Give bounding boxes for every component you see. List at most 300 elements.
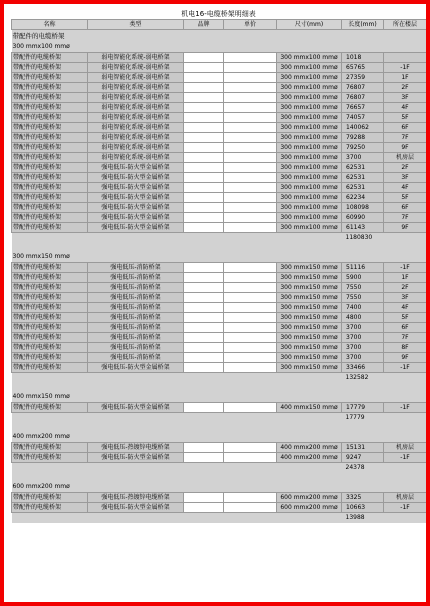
- cell-type: 弱电智能化系统-弱电桥架: [88, 53, 184, 63]
- cell-type: 强电低压-消防桥架: [88, 263, 184, 273]
- cell-floor: 1F: [384, 273, 427, 283]
- cell-floor: 4F: [384, 183, 427, 193]
- table-row: [12, 343, 427, 353]
- cell-brand: [184, 143, 224, 153]
- section-total-length: 13988: [342, 513, 384, 524]
- cell-floor: 6F: [384, 203, 427, 213]
- cell-floor: -1F: [384, 453, 427, 463]
- table-row: [12, 283, 427, 293]
- cell-brand: [184, 363, 224, 373]
- cell-length: 7550: [342, 293, 384, 303]
- cell-length: 3325: [342, 493, 384, 503]
- cell-type: 弱电智能化系统-弱电桥架: [88, 83, 184, 93]
- table-row: [12, 63, 427, 73]
- section-spacer: [12, 473, 427, 482]
- cell-brand: [184, 173, 224, 183]
- cell-length: 15131: [342, 443, 384, 453]
- cell-floor: 1F: [384, 73, 427, 83]
- cell-name: 带配件的电缆桥架: [12, 63, 88, 73]
- cell-length: 3700: [342, 333, 384, 343]
- cell-brand: [184, 223, 224, 233]
- cell-unit-price: [224, 313, 277, 323]
- section-spacer: [12, 383, 427, 392]
- cell-brand: [184, 123, 224, 133]
- cell-floor: 9F: [384, 143, 427, 153]
- cell-name: 带配件的电缆桥架: [12, 203, 88, 213]
- cell-brand: [184, 113, 224, 123]
- cell-unit-price: [224, 63, 277, 73]
- table-row: [12, 173, 427, 183]
- cell-type: 强电低压-防火型金属桥架: [88, 213, 184, 223]
- cell-unit-price: [224, 133, 277, 143]
- header-unit-price: 单价: [224, 20, 277, 30]
- section-size-label-cell: 300 mmx150 mmø: [12, 252, 427, 263]
- table-row: [12, 123, 427, 133]
- cell-type: 强电低压-防火型金属桥架: [88, 173, 184, 183]
- cell-size: 300 mmx150 mmø: [277, 303, 342, 313]
- table-row: [12, 113, 427, 123]
- cell-size: 600 mmx200 mmø: [277, 503, 342, 513]
- cell-brand: [184, 343, 224, 353]
- schedule-title: 机电16-电缆桥架明细表: [181, 10, 256, 18]
- cell-type: 弱电智能化系统-弱电桥架: [88, 123, 184, 133]
- cell-unit-price: [224, 163, 277, 173]
- cell-size: 300 mmx100 mmø: [277, 53, 342, 63]
- cell-name: 带配件的电缆桥架: [12, 213, 88, 223]
- cell-brand: [184, 353, 224, 363]
- total-spacer: [12, 463, 342, 474]
- cell-floor: 2F: [384, 283, 427, 293]
- cell-type: 强电低压-消防桥架: [88, 323, 184, 333]
- cell-unit-price: [224, 173, 277, 183]
- section-total-length: 17779: [342, 413, 384, 424]
- cell-name: 带配件的电缆桥架: [12, 103, 88, 113]
- cell-size: 600 mmx200 mmø: [277, 493, 342, 503]
- cell-type: 弱电智能化系统-弱电桥架: [88, 133, 184, 143]
- cell-size: 300 mmx100 mmø: [277, 123, 342, 133]
- cell-length: 76657: [342, 103, 384, 113]
- cell-size: 300 mmx100 mmø: [277, 153, 342, 163]
- cell-size: 300 mmx150 mmø: [277, 263, 342, 273]
- section-spacer-cell: [12, 423, 427, 432]
- cell-name: 带配件的电缆桥架: [12, 93, 88, 103]
- cell-floor: -1F: [384, 63, 427, 73]
- cell-unit-price: [224, 103, 277, 113]
- cell-type: 强电低压-消防桥架: [88, 333, 184, 343]
- cell-length: 108098: [342, 203, 384, 213]
- section-total-length: 1180830: [342, 233, 384, 244]
- cell-type: 强电低压-防火型金属桥架: [88, 503, 184, 513]
- cell-size: 400 mmx150 mmø: [277, 403, 342, 413]
- cell-size: 300 mmx100 mmø: [277, 223, 342, 233]
- table-row: [12, 273, 427, 283]
- cell-length: 33466: [342, 363, 384, 373]
- cell-brand: [184, 133, 224, 143]
- cell-length: 74057: [342, 113, 384, 123]
- cell-unit-price: [224, 443, 277, 453]
- cell-length: 60990: [342, 213, 384, 223]
- cell-length: 5900: [342, 273, 384, 283]
- cell-unit-price: [224, 93, 277, 103]
- table-row: [12, 133, 427, 143]
- cell-floor: 机房层: [384, 493, 427, 503]
- cell-brand: [184, 403, 224, 413]
- cell-floor: 7F: [384, 133, 427, 143]
- cell-name: 带配件的电缆桥架: [12, 73, 88, 83]
- cell-unit-price: [224, 263, 277, 273]
- table-row: [12, 303, 427, 313]
- table-row: [12, 333, 427, 343]
- cell-name: 带配件的电缆桥架: [12, 123, 88, 133]
- cell-floor: 3F: [384, 173, 427, 183]
- cell-brand: [184, 303, 224, 313]
- cell-type: 强电低压-防火型金属桥架: [88, 363, 184, 373]
- cell-length: 7550: [342, 283, 384, 293]
- cell-floor: [384, 53, 427, 63]
- total-spacer: [12, 373, 342, 384]
- cell-name: 带配件的电缆桥架: [12, 83, 88, 93]
- section-spacer: [12, 423, 427, 432]
- table-row: [12, 493, 427, 503]
- cell-type: 弱电智能化系统-弱电桥架: [88, 73, 184, 83]
- cell-name: 带配件的电缆桥架: [12, 193, 88, 203]
- cell-length: 61143: [342, 223, 384, 233]
- cell-type: 强电低压-消防桥架: [88, 343, 184, 353]
- cell-type: 强电低压-防火型金属桥架: [88, 203, 184, 213]
- cell-size: 300 mmx100 mmø: [277, 83, 342, 93]
- cell-unit-price: [224, 113, 277, 123]
- cell-unit-price: [224, 273, 277, 283]
- cell-length: 62234: [342, 193, 384, 203]
- cell-length: 3700: [342, 353, 384, 363]
- cell-unit-price: [224, 503, 277, 513]
- cable-tray-schedule-table: [11, 19, 426, 523]
- cell-brand: [184, 193, 224, 203]
- cell-name: 带配件的电缆桥架: [12, 503, 88, 513]
- cell-type: 强电低压-热镀锌电缆桥架: [88, 493, 184, 503]
- total-spacer: [12, 513, 342, 524]
- cell-unit-price: [224, 123, 277, 133]
- cell-length: 65765: [342, 63, 384, 73]
- cell-unit-price: [224, 293, 277, 303]
- cell-type: 强电低压-消防桥架: [88, 293, 184, 303]
- header-brand: 品牌: [184, 20, 224, 30]
- cell-brand: [184, 163, 224, 173]
- cell-floor: 3F: [384, 293, 427, 303]
- cell-length: 62531: [342, 163, 384, 173]
- cell-name: 带配件的电缆桥架: [12, 353, 88, 363]
- cell-size: 300 mmx100 mmø: [277, 173, 342, 183]
- table-row: [12, 223, 427, 233]
- cell-unit-price: [224, 283, 277, 293]
- cell-type: 强电低压-防火型金属桥架: [88, 223, 184, 233]
- cell-length: 3700: [342, 153, 384, 163]
- cell-brand: [184, 333, 224, 343]
- cell-brand: [184, 293, 224, 303]
- table-row: [12, 83, 427, 93]
- table-row: [12, 93, 427, 103]
- cell-name: 带配件的电缆桥架: [12, 143, 88, 153]
- cell-floor: 8F: [384, 343, 427, 353]
- cell-unit-price: [224, 453, 277, 463]
- table-row: [12, 213, 427, 223]
- section-size-label-cell: 600 mmx200 mmø: [12, 482, 427, 493]
- cell-name: 带配件的电缆桥架: [12, 443, 88, 453]
- cell-name: 带配件的电缆桥架: [12, 293, 88, 303]
- cell-type: 弱电智能化系统-弱电桥架: [88, 153, 184, 163]
- cell-length: 1018: [342, 53, 384, 63]
- cell-size: 300 mmx150 mmø: [277, 333, 342, 343]
- cell-name: 带配件的电缆桥架: [12, 163, 88, 173]
- table-row: [12, 163, 427, 173]
- cell-floor: 4F: [384, 303, 427, 313]
- cell-length: 27359: [342, 73, 384, 83]
- section-total-length: 24378: [342, 463, 384, 474]
- cell-unit-price: [224, 193, 277, 203]
- cell-size: 300 mmx100 mmø: [277, 143, 342, 153]
- cell-floor: 3F: [384, 93, 427, 103]
- cell-name: 带配件的电缆桥架: [12, 223, 88, 233]
- section-spacer-cell: [12, 243, 427, 252]
- cell-name: 带配件的电缆桥架: [12, 53, 88, 63]
- cell-unit-price: [224, 403, 277, 413]
- schedule-sheet: [11, 9, 426, 603]
- cell-name: 带配件的电缆桥架: [12, 403, 88, 413]
- cell-brand: [184, 203, 224, 213]
- cell-unit-price: [224, 493, 277, 503]
- cell-name: 带配件的电缆桥架: [12, 303, 88, 313]
- cell-type: 弱电智能化系统-弱电桥架: [88, 63, 184, 73]
- cell-floor: 5F: [384, 313, 427, 323]
- cell-length: 140062: [342, 123, 384, 133]
- cell-brand: [184, 93, 224, 103]
- cell-floor: 9F: [384, 223, 427, 233]
- table-row: [12, 153, 427, 163]
- cell-name: 带配件的电缆桥架: [12, 113, 88, 123]
- cell-type: 强电低压-消防桥架: [88, 303, 184, 313]
- cell-length: 79288: [342, 133, 384, 143]
- cell-length: 7400: [342, 303, 384, 313]
- section-size-label-cell: 300 mmx100 mmø: [12, 42, 427, 53]
- cell-floor: 6F: [384, 123, 427, 133]
- table-row: [12, 183, 427, 193]
- total-spacer: [12, 233, 342, 244]
- section-spacer: [12, 243, 427, 252]
- table-row: [12, 73, 427, 83]
- cell-name: 带配件的电缆桥架: [12, 133, 88, 143]
- total-floor-spacer: [384, 463, 427, 474]
- cell-floor: 7F: [384, 333, 427, 343]
- cell-size: 300 mmx150 mmø: [277, 283, 342, 293]
- cell-name: 带配件的电缆桥架: [12, 263, 88, 273]
- cell-floor: 5F: [384, 193, 427, 203]
- cell-brand: [184, 323, 224, 333]
- total-floor-spacer: [384, 233, 427, 244]
- cell-unit-price: [224, 213, 277, 223]
- cell-length: 62531: [342, 183, 384, 193]
- group-label-cell: 带配件的电缆桥架: [12, 30, 427, 43]
- cell-length: 51116: [342, 263, 384, 273]
- cell-size: 300 mmx150 mmø: [277, 343, 342, 353]
- cell-size: 300 mmx150 mmø: [277, 363, 342, 373]
- section-total-row: [12, 373, 427, 384]
- cell-size: 300 mmx100 mmø: [277, 203, 342, 213]
- total-floor-spacer: [384, 513, 427, 524]
- cell-length: 10663: [342, 503, 384, 513]
- cell-unit-price: [224, 343, 277, 353]
- section-total-row: [12, 513, 427, 524]
- header-type: 类型: [88, 20, 184, 30]
- cell-size: 300 mmx100 mmø: [277, 133, 342, 143]
- section-total-row: [12, 413, 427, 424]
- section-size-label: [12, 392, 427, 403]
- cell-length: 17779: [342, 403, 384, 413]
- cell-name: 带配件的电缆桥架: [12, 333, 88, 343]
- section-spacer-cell: [12, 473, 427, 482]
- cell-size: 400 mmx200 mmø: [277, 453, 342, 463]
- table-row: [12, 403, 427, 413]
- cell-floor: -1F: [384, 263, 427, 273]
- table-row: [12, 323, 427, 333]
- cell-length: 76807: [342, 93, 384, 103]
- cell-size: 300 mmx100 mmø: [277, 93, 342, 103]
- cell-brand: [184, 283, 224, 293]
- cell-type: 强电低压-防火型金属桥架: [88, 453, 184, 463]
- cell-brand: [184, 153, 224, 163]
- section-size-label: [12, 252, 427, 263]
- cell-size: 300 mmx100 mmø: [277, 63, 342, 73]
- cell-floor: 2F: [384, 83, 427, 93]
- cell-brand: [184, 273, 224, 283]
- cell-type: 强电低压-消防桥架: [88, 353, 184, 363]
- cell-unit-price: [224, 183, 277, 193]
- cell-name: 带配件的电缆桥架: [12, 453, 88, 463]
- cell-length: 62531: [342, 173, 384, 183]
- cell-unit-price: [224, 53, 277, 63]
- table-row: [12, 193, 427, 203]
- cell-brand: [184, 103, 224, 113]
- cell-unit-price: [224, 83, 277, 93]
- header-length: 长度(mm): [342, 20, 384, 30]
- section-total-length: 132582: [342, 373, 384, 384]
- cell-size: 300 mmx150 mmø: [277, 313, 342, 323]
- cell-unit-price: [224, 143, 277, 153]
- cell-type: 强电低压-防火型金属桥架: [88, 193, 184, 203]
- section-size-label: [12, 482, 427, 493]
- cell-size: 300 mmx100 mmø: [277, 193, 342, 203]
- table-row: [12, 443, 427, 453]
- cell-brand: [184, 83, 224, 93]
- header-row: [12, 20, 427, 30]
- cell-type: 强电低压-防火型金属桥架: [88, 183, 184, 193]
- cell-brand: [184, 73, 224, 83]
- table-row: [12, 103, 427, 113]
- cell-floor: 6F: [384, 323, 427, 333]
- cell-name: 带配件的电缆桥架: [12, 343, 88, 353]
- table-row: [12, 503, 427, 513]
- cell-floor: -1F: [384, 363, 427, 373]
- table-row: [12, 203, 427, 213]
- cell-unit-price: [224, 73, 277, 83]
- total-floor-spacer: [384, 413, 427, 424]
- table-row: [12, 143, 427, 153]
- cell-name: 带配件的电缆桥架: [12, 283, 88, 293]
- table-row: [12, 263, 427, 273]
- group-label: [12, 30, 427, 43]
- cell-unit-price: [224, 223, 277, 233]
- cell-type: 弱电智能化系统-弱电桥架: [88, 93, 184, 103]
- table-row: [12, 53, 427, 63]
- cell-floor: -1F: [384, 403, 427, 413]
- cell-brand: [184, 263, 224, 273]
- cell-floor: 9F: [384, 353, 427, 363]
- section-total-row: [12, 463, 427, 474]
- cell-length: 79250: [342, 143, 384, 153]
- cell-size: 300 mmx100 mmø: [277, 73, 342, 83]
- cell-type: 强电低压-防火型金属桥架: [88, 403, 184, 413]
- cell-size: 300 mmx100 mmø: [277, 183, 342, 193]
- cell-size: 400 mmx200 mmø: [277, 443, 342, 453]
- cell-floor: 7F: [384, 213, 427, 223]
- section-spacer-cell: [12, 383, 427, 392]
- cell-unit-price: [224, 353, 277, 363]
- cell-type: 强电低压-防火型金属桥架: [88, 163, 184, 173]
- cell-length: 4800: [342, 313, 384, 323]
- cell-type: 强电低压-消防桥架: [88, 283, 184, 293]
- cell-brand: [184, 443, 224, 453]
- cell-name: 带配件的电缆桥架: [12, 493, 88, 503]
- cell-length: 3700: [342, 343, 384, 353]
- cell-type: 弱电智能化系统-弱电桥架: [88, 143, 184, 153]
- cell-name: 带配件的电缆桥架: [12, 313, 88, 323]
- cell-name: 带配件的电缆桥架: [12, 323, 88, 333]
- cell-floor: 2F: [384, 163, 427, 173]
- cell-size: 300 mmx150 mmø: [277, 273, 342, 283]
- cell-name: 带配件的电缆桥架: [12, 363, 88, 373]
- cell-brand: [184, 503, 224, 513]
- cell-brand: [184, 453, 224, 463]
- cell-brand: [184, 53, 224, 63]
- cell-size: 300 mmx100 mmø: [277, 103, 342, 113]
- table-row: [12, 353, 427, 363]
- cell-name: 带配件的电缆桥架: [12, 273, 88, 283]
- cell-unit-price: [224, 153, 277, 163]
- cell-length: 3700: [342, 323, 384, 333]
- section-size-label: [12, 432, 427, 443]
- cell-floor: -1F: [384, 503, 427, 513]
- section-size-label-cell: 400 mmx150 mmø: [12, 392, 427, 403]
- cell-size: 300 mmx150 mmø: [277, 323, 342, 333]
- table-row: [12, 453, 427, 463]
- header-name: 名称: [12, 20, 88, 30]
- cell-size: 300 mmx100 mmø: [277, 113, 342, 123]
- cell-type: 弱电智能化系统-弱电桥架: [88, 113, 184, 123]
- cell-length: 76807: [342, 83, 384, 93]
- cell-brand: [184, 313, 224, 323]
- cell-unit-price: [224, 303, 277, 313]
- cell-name: 带配件的电缆桥架: [12, 173, 88, 183]
- header-size: 尺寸(mm): [277, 20, 342, 30]
- cell-size: 300 mmx150 mmø: [277, 353, 342, 363]
- table-row: [12, 293, 427, 303]
- cell-unit-price: [224, 203, 277, 213]
- cell-type: 强电低压-消防桥架: [88, 313, 184, 323]
- cell-size: 300 mmx100 mmø: [277, 163, 342, 173]
- schedule-body: [12, 30, 427, 524]
- table-row: [12, 363, 427, 373]
- section-total-row: [12, 233, 427, 244]
- total-spacer: [12, 413, 342, 424]
